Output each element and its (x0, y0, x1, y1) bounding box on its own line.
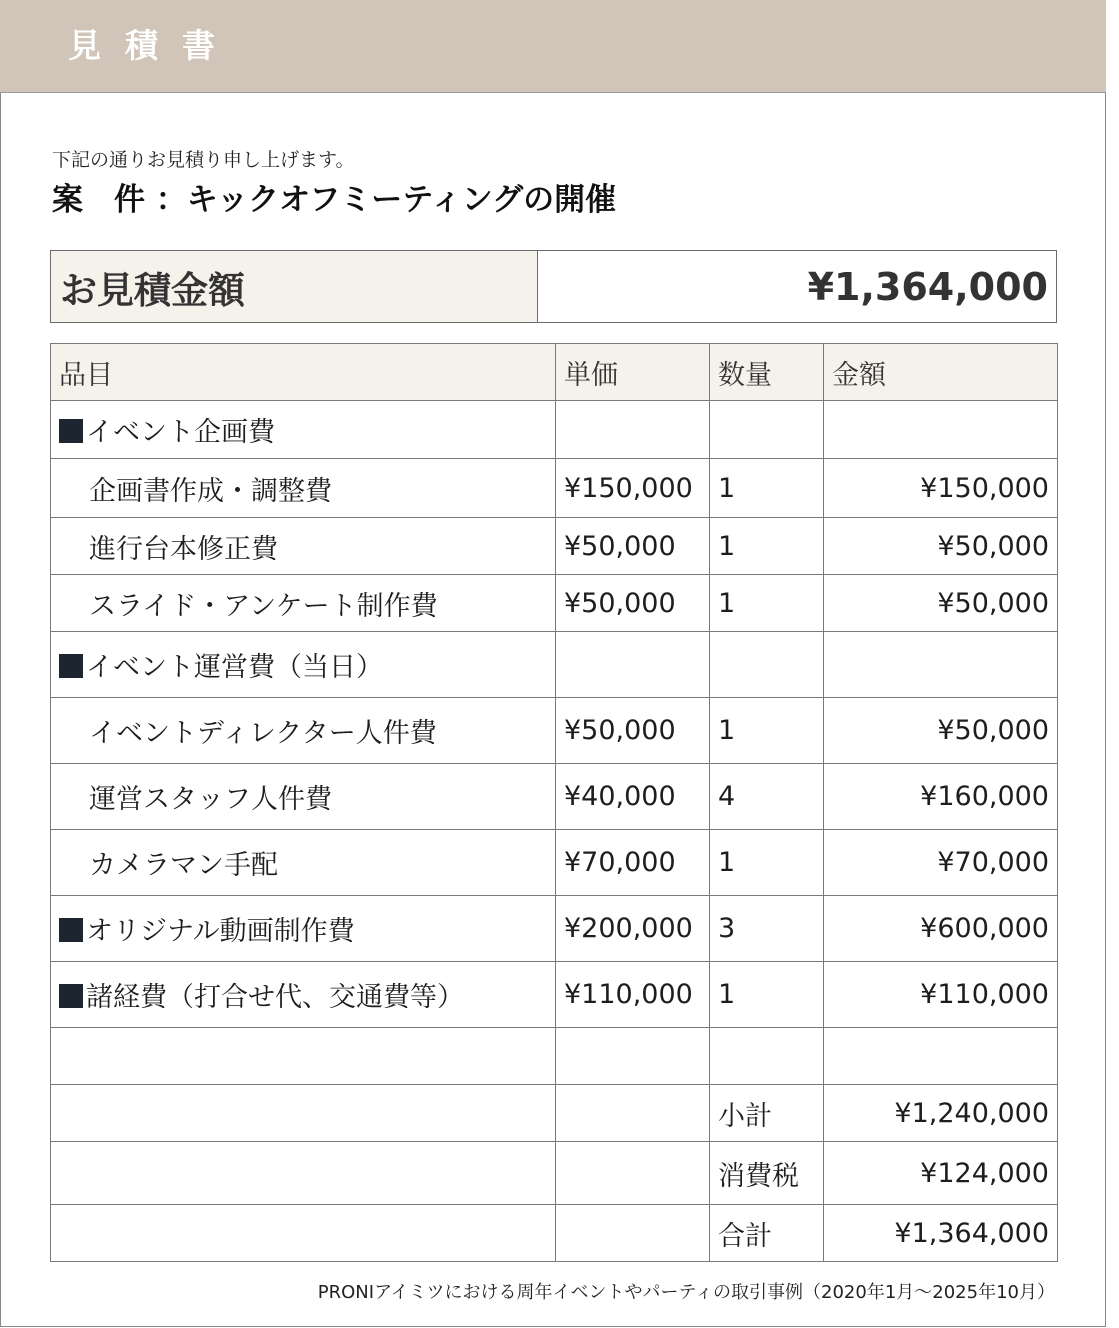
estimate-total-box (50, 250, 1057, 323)
table-row-category (51, 632, 1058, 698)
unit-price-cell: ¥50,000 (556, 518, 710, 575)
line-items-table (50, 343, 1058, 1262)
estimate-total-value: ¥1,364,000 (807, 264, 1048, 309)
empty-cell (51, 1142, 556, 1205)
quantity-cell (710, 632, 824, 698)
grand-total-value: ¥1,364,000 (824, 1205, 1058, 1262)
column-header-quantity: 数量 (710, 344, 824, 401)
unit-price-cell: ¥50,000 (556, 698, 710, 764)
header-band (0, 0, 1106, 92)
amount-cell: ¥50,000 (824, 698, 1058, 764)
quantity-cell: 1 (710, 830, 824, 896)
quantity-cell: 3 (710, 896, 824, 962)
item-cell: オリジナル動画制作費 (51, 896, 556, 962)
unit-price-cell (556, 1028, 710, 1085)
quantity-cell: 1 (710, 518, 824, 575)
unit-price-cell: ¥200,000 (556, 896, 710, 962)
square-bullet-icon (59, 654, 83, 678)
empty-cell (556, 1142, 710, 1205)
item-cell: イベント企画費 (51, 401, 556, 459)
table-row (51, 575, 1058, 632)
unit-price-cell: ¥70,000 (556, 830, 710, 896)
item-cell: 企画書作成・調整費 (51, 459, 556, 518)
source-footnote: PRONIアイミツにおける周年イベントやパーティの取引事例（2020年1月〜2025年10月） (317, 1282, 1055, 1303)
item-cell (51, 1028, 556, 1085)
column-header-amount: 金額 (824, 344, 1058, 401)
unit-price-cell: ¥110,000 (556, 962, 710, 1028)
grand-total-row (51, 1205, 1058, 1262)
quantity-cell: 1 (710, 698, 824, 764)
table-row (51, 518, 1058, 575)
table-row (51, 764, 1058, 830)
item-cell: イベント運営費（当日） (51, 632, 556, 698)
document-title: 見積書 (68, 26, 239, 65)
tax-label: 消費税 (710, 1142, 824, 1205)
tax-row (51, 1142, 1058, 1205)
column-header-unit-price: 単価 (556, 344, 710, 401)
amount-cell: ¥150,000 (824, 459, 1058, 518)
amount-cell (824, 1028, 1058, 1085)
item-cell: 進行台本修正費 (51, 518, 556, 575)
subtotal-row (51, 1085, 1058, 1142)
item-cell: 運営スタッフ人件費 (51, 764, 556, 830)
unit-price-cell: ¥50,000 (556, 575, 710, 632)
amount-cell: ¥50,000 (824, 575, 1058, 632)
subtotal-label: 小計 (710, 1085, 824, 1142)
empty-cell (51, 1205, 556, 1262)
estimate-total-label: お見積金額 (51, 251, 538, 322)
table-header-row (51, 344, 1058, 401)
grand-total-label: 合計 (710, 1205, 824, 1262)
table-row (51, 459, 1058, 518)
table-row-category (51, 401, 1058, 459)
subject-line: 案 件 ：キックオフミーティングの開催 (52, 182, 617, 218)
tax-value: ¥124,000 (824, 1142, 1058, 1205)
empty-cell (556, 1205, 710, 1262)
unit-price-cell (556, 401, 710, 459)
square-bullet-icon (59, 419, 83, 443)
quantity-cell (710, 401, 824, 459)
quantity-cell: 4 (710, 764, 824, 830)
amount-cell: ¥50,000 (824, 518, 1058, 575)
empty-cell (51, 1085, 556, 1142)
empty-cell (556, 1085, 710, 1142)
amount-cell: ¥70,000 (824, 830, 1058, 896)
table-row-category (51, 896, 1058, 962)
item-cell: 諸経費（打合せ代、交通費等） (51, 962, 556, 1028)
amount-cell (824, 401, 1058, 459)
column-header-item: 品目 (51, 344, 556, 401)
quantity-cell: 1 (710, 459, 824, 518)
quantity-cell: 1 (710, 962, 824, 1028)
table-row-category (51, 962, 1058, 1028)
unit-price-cell: ¥40,000 (556, 764, 710, 830)
amount-cell: ¥160,000 (824, 764, 1058, 830)
table-row (51, 830, 1058, 896)
item-cell: イベントディレクター人件費 (51, 698, 556, 764)
subtotal-value: ¥1,240,000 (824, 1085, 1058, 1142)
unit-price-cell: ¥150,000 (556, 459, 710, 518)
square-bullet-icon (59, 918, 83, 942)
quantity-cell: 1 (710, 575, 824, 632)
intro-text: 下記の通りお見積り申し上げます。 (52, 149, 355, 171)
quantity-cell (710, 1028, 824, 1085)
item-cell: カメラマン手配 (51, 830, 556, 896)
unit-price-cell (556, 632, 710, 698)
table-row (51, 698, 1058, 764)
amount-cell: ¥600,000 (824, 896, 1058, 962)
amount-cell: ¥110,000 (824, 962, 1058, 1028)
table-row-blank (51, 1028, 1058, 1085)
amount-cell (824, 632, 1058, 698)
square-bullet-icon (59, 984, 83, 1008)
item-cell: スライド・アンケート制作費 (51, 575, 556, 632)
